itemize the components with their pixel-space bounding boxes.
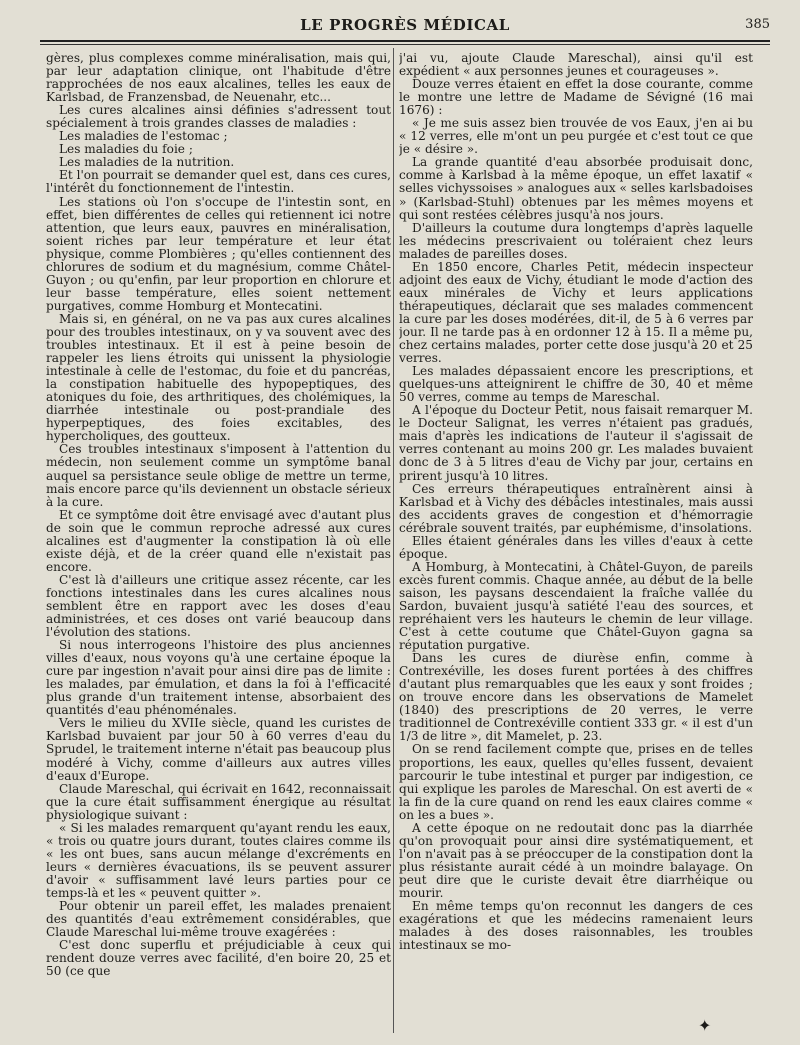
paragraph: On se rend facilement compte que, prises en de telles proportions, les eaux, quelles qu'elles fussent, devaient parcourir le tube intestinal et purger par indigestion, ce qui explique les paroles de Mareschal. On est averti de « la fin de la cure quand on rend les eaux claires comme « on les a bues ». [399, 742, 753, 822]
paragraph: Elles étaient générales dans les villes d'eaux à cette époque. [399, 533, 753, 561]
right-column [399, 52, 753, 1032]
page-header [40, 16, 770, 38]
paragraph: C'est donc superflu et préjudiciable à ceux qui rendent douze verres avec facilité, d'en boire 20, 25 et 50 (ce que [46, 938, 391, 979]
page-number: 385 [745, 17, 770, 32]
paragraph: En 1850 encore, Charles Petit, médecin inspecteur adjoint des eaux de Vichy, étudiant le mode d'action des eaux minérales de Vichy et leurs applications thérapeutiques, déclarait que ses malades commencent la cure par les doses modérées, dit-il, de 5 à 6 verres par jour. Il ne tarde pas à en ordonner 12 à 15. Il a même pu, chez certains malades, porter cette dose jusqu'à 20 et 25 verres. [399, 259, 753, 366]
paragraph: C'est là d'ailleurs une critique assez récente, car les fonctions intestinales dans les cures alcalines nous semblent être en rapport avec les doses d'eau administrées, et ces doses ont varié beaucoup dans l'évolution des stations. [46, 572, 391, 640]
paragraph: Si nous interrogeons l'histoire des plus anciennes villes d'eaux, nous voyons qu'à une certaine époque la cure par ingestion n'avait pour ainsi dire pas de limite : les malades, par émulation, et dans la foi à l'efficacité plus grande d'un traitement intense, absorbaient des quantités d'eau phénoménales. [46, 638, 391, 718]
column-divider [393, 48, 394, 1033]
paragraph: gères, plus complexes comme minéralisation, mais qui, par leur adaptation clinique, ont l'habitude d'être rapprochées de nos eaux alcalines, telles les eaux de Karlsbad, de Franzensbad, de Neuenahr, etc... [46, 52, 391, 105]
end-ornament: ✦ [698, 1016, 712, 1035]
left-column [46, 52, 391, 1032]
paragraph: D'ailleurs la coutume dura longtemps d'après laquelle les médecins prescrivaient ou toléraient chez leurs malades de pareilles doses. [399, 220, 753, 261]
paragraph: Dans les cures de diurèse enfin, comme à Contrexéville, les doses furent portées à des chiffres d'autant plus remarquables que les eaux y sont froides ; on trouve encore dans les observations de Mamelet (1840) des prescriptions de 20 verres, le verre traditionnel de Contrexéville contient 333 gr. « il est d'un 1/3 de litre », dit Mamelet, p. 23. [399, 651, 753, 744]
header-rule [40, 40, 770, 42]
paragraph: Claude Mareschal, qui écrivait en 1642, reconnaissait que la cure était suffisamment énergique au résultat physiologique suivant : [46, 781, 391, 822]
paragraph: Et ce symptôme doit être envisagé avec d'autant plus de soin que le commun reproche adressé aux cures alcalines est d'augmenter la constipation là où elle existe déjà, et de la créer quand elle n'existait pas encore. [46, 507, 391, 574]
paragraph: Les malades dépassaient encore les prescriptions, et quelques-uns atteignirent le chiffre de 30, 40 et même 50 verres, comme au temps de Mareschal. [399, 364, 753, 405]
paragraph: Ces troubles intestinaux s'imposent à l'attention du médecin, non seulement comme un symptôme banal auquel sa persistance seule oblige de mettre un terme, mais encore parce qu'ils deviennent un obstacle sérieux à la cure. [46, 442, 391, 509]
paragraph: A l'époque du Docteur Petit, nous faisait remarquer M. le Docteur Salignat, les verres n'étaient pas gradués, mais d'après les indications de l'auteur il s'agissait de verres contenant au moins 200 gr. Les malades buvaient donc de 3 à 5 litres d'eau de Vichy par jour, certains en prirent jusqu'à 10 litres. [399, 403, 753, 483]
running-title: LE PROGRÈS MÉDICAL [300, 16, 510, 34]
paragraph: « Si les malades remarquent qu'ayant rendu les eaux, « trois ou quatre jours durant, toutes claires comme ils « les ont bues, sans aucun mélange d'excréments en leurs « dernières évacuations, ils se peuvent assurer d'avoir « suffisamment lavé leurs parties pour ce temps-là et les « peuvent quitter ». [46, 820, 391, 900]
paragraph: Vers le milieu du XVIIe siècle, quand les curistes de Karlsbad buvaient par jour 50 à 60 verres d'eau du Sprudel, le traitement interne n'était pas beaucoup plus modéré à Vichy, comme d'ailleurs aux autres villes d'eaux d'Europe. [46, 716, 391, 783]
paragraph: Ces erreurs thérapeutiques entraînèrent ainsi à Karlsbad et à Vichy des débâcles intestinales, mais aussi des accidents graves de congestion et d'hémorragie cérébrale souvent traités, par euphémisme, d'insolations. [399, 481, 753, 535]
paragraph: Les maladies de la nutrition. [59, 155, 235, 170]
paragraph: En même temps qu'on reconnut les dangers de ces exagérations et que les médecins ramenaient leurs malades à des doses raisonnables, les troubles intestinaux se mo- [399, 899, 753, 953]
paragraph: Les maladies du foie ; [59, 142, 193, 157]
paragraph: Les cures alcalines ainsi définies s'adressent tout spécialement à trois grandes classes de maladies : [46, 103, 391, 131]
paragraph: Les stations où l'on s'occupe de l'intestin sont, en effet, bien différentes de celles qui retiennent ici notre attention, que leurs eaux, pauvres en minéralisation, soient riches par leur température et leur état physique, comme Plombières ; qu'elles contiennent des chlorures de sodium et du magnésium, comme Châtel-Guyon ; ou qu'enfin, par leur proportion en chlorure et leur basse température, elles soient nettement purgatives, comme Homburg et Montecatini. [46, 194, 391, 313]
paragraph: « Je me suis assez bien trouvée de vos Eaux, j'en ai bu « 12 verres, elle m'ont un peu purgée et c'est tout ce que je « désire ». [399, 116, 753, 157]
header-rule-thin [40, 44, 770, 45]
paragraph: A Homburg, à Montecatini, à Châtel-Guyon, de pareils excès furent commis. Chaque année, au début de la belle saison, les paysans descendaient la fraîche vallée du Sardon, buvaient jusqu'à satiété l'eau des sources, et repréhaient vers les hauteurs le chemin de leur village. C'est à cette coutume que Châtel-Guyon gagna sa réputation purgative. [399, 559, 753, 653]
paragraph: Les maladies de l'estomac ; [59, 129, 228, 144]
paragraph: Douze verres étaient en effet la dose courante, comme le montre une lettre de Madame de Sévigné (16 mai 1676) : [399, 77, 753, 118]
paragraph: La grande quantité d'eau absorbée produisait donc, comme à Karlsbad à la même époque, un effet laxatif « selles vichyssoises » analogues aux « selles karlsbadoises » (Karlsbad-Stuhl) obtenues par les mêmes moyens et qui sont restées célèbres jusqu'à nos jours. [399, 155, 753, 222]
paragraph: A cette époque on ne redoutait donc pas la diarrhée qu'on provoquait pour ainsi dire systématiquement, et l'on n'avait pas à se préoccuper de la constipation dont la plus résistante aurait cédé à un moindre balayage. On peut dire que le curiste devait être diarrhéique ou mourir. [399, 820, 753, 900]
paragraph: Et l'on pourrait se demander quel est, dans ces cures, l'intérêt du fonctionnement de l'intestin. [46, 168, 391, 196]
paragraph: Pour obtenir un pareil effet, les malades prenaient des quantités d'eau extrêmement considérables, que Claude Mareschal lui-même trouve exagérées : [46, 899, 391, 940]
paragraph: Mais si, en général, on ne va pas aux cures alcalines pour des troubles intestinaux, on y va souvent avec des troubles intestinaux. Et il est à peine besoin de rappeler les liens étroits qui unissent la physiologie intestinale à celle de l'estomac, du foie et du pancréas, la constipation habituelle des hypopeptiques, des atoniques du foie, des arthritiques, des cholémiques, la diarrhée intestinale ou post-prandiale des hyperpeptiques, des foies excitables, des hypercholiques, des goutteux. [46, 311, 391, 444]
paragraph: j'ai vu, ajoute Claude Mareschal), ainsi qu'il est expédient « aux personnes jeunes et courageuses ». [399, 52, 753, 79]
